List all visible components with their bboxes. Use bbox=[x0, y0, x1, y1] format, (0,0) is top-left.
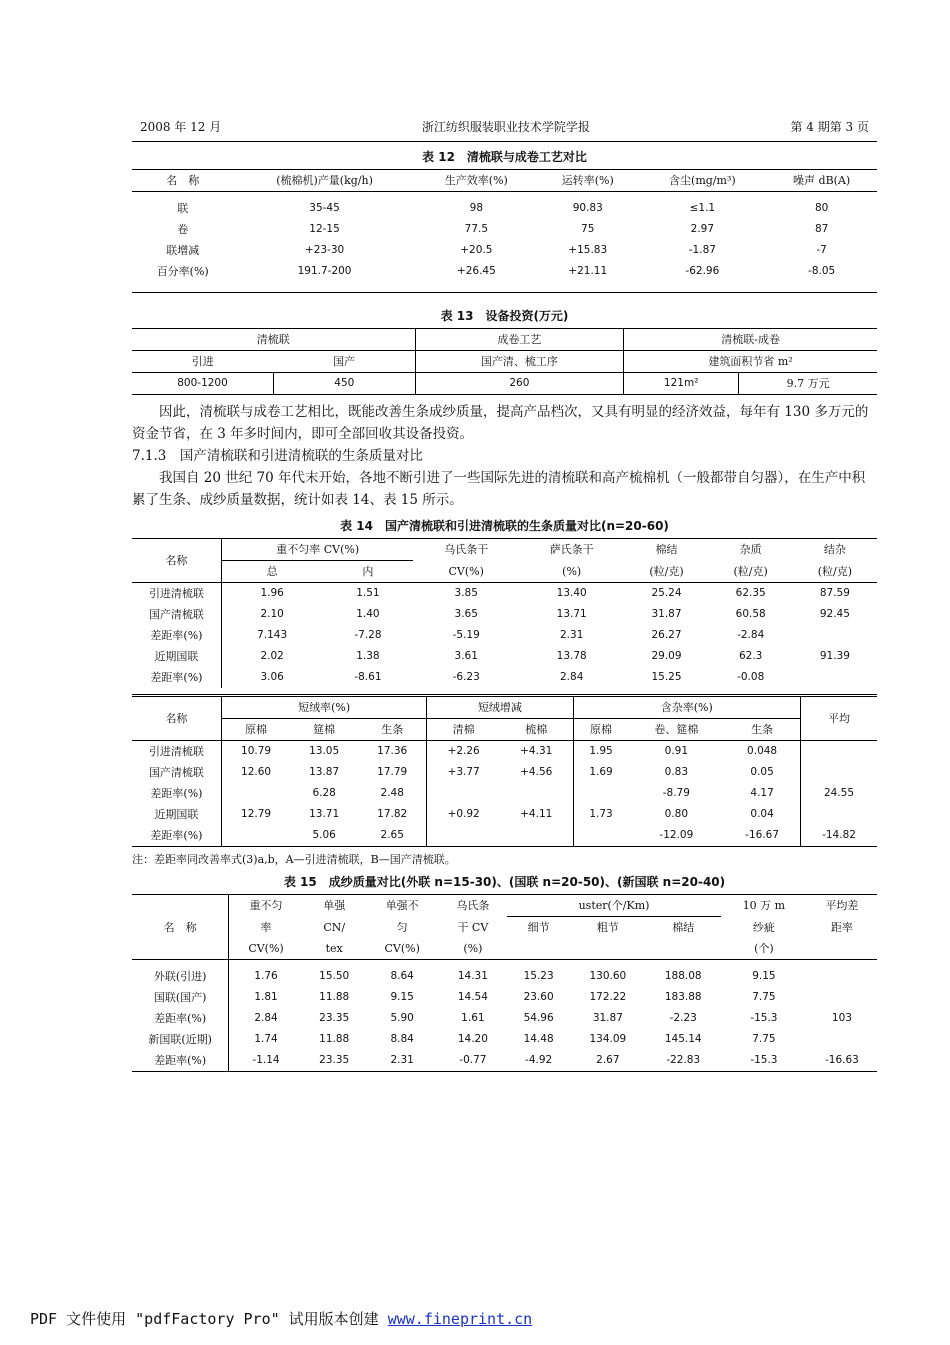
table-row bbox=[132, 1050, 877, 1072]
header-cell: tex bbox=[303, 938, 366, 960]
header-cell: 名称 bbox=[132, 696, 221, 741]
cell: 1.38 bbox=[356, 650, 380, 662]
cell bbox=[807, 966, 877, 987]
cell: 2.02 bbox=[260, 650, 284, 662]
header-cell: 粗节 bbox=[596, 921, 619, 934]
header-cell: 梳棉 bbox=[500, 719, 573, 741]
row-label: 国产清梳联 bbox=[132, 762, 221, 783]
cell: 14.31 bbox=[457, 970, 488, 982]
cell: +4.11 bbox=[500, 804, 573, 825]
cell: 800-1200 bbox=[132, 373, 274, 395]
paragraph-1: 因此，清梳联与成卷工艺相比，既能改善生条成纱质量，提高产品档次，又具有明显的经济效益，每年有 130 多万元的资金节省，在 3 年多时间内，即可全部回收其设备投资。 bbox=[132, 404, 869, 442]
cell: -62.96 bbox=[685, 265, 720, 277]
cell: 3.85 bbox=[454, 587, 478, 599]
header-cell: 生条 bbox=[724, 719, 800, 741]
cell: 0.04 bbox=[724, 804, 800, 825]
cell: -0.77 bbox=[439, 1050, 507, 1072]
header-cell: 内 bbox=[322, 561, 413, 583]
table-row bbox=[132, 1029, 877, 1050]
cell: -22.83 bbox=[646, 1050, 721, 1072]
header-cell: 生产效率(%) bbox=[416, 170, 537, 192]
cell: 26.27 bbox=[651, 629, 682, 641]
header-cell: (%) bbox=[439, 938, 507, 960]
row-label: 联 bbox=[177, 202, 189, 215]
table-15-caption: 表 15 成纱质量对比(外联 n=15-30)、(国联 n=20-50)、(新国联 n=20-40) bbox=[283, 875, 726, 889]
cell: 188.08 bbox=[664, 970, 702, 982]
cell: 1.76 bbox=[254, 970, 278, 982]
header-cell: (%) bbox=[519, 561, 624, 583]
footer-text: PDF 文件使用 "pdfFactory Pro" 试用版本创建 bbox=[30, 1310, 388, 1328]
table-row bbox=[132, 219, 877, 240]
cell: 2.84 bbox=[254, 1012, 278, 1024]
cell: 1.95 bbox=[589, 745, 613, 757]
cell: 12.79 bbox=[241, 808, 272, 820]
cell: 23.35 bbox=[319, 1012, 350, 1024]
cell bbox=[807, 1029, 877, 1050]
cell: 3.61 bbox=[454, 650, 478, 662]
cell: 77.5 bbox=[464, 223, 489, 235]
cell: 92.45 bbox=[819, 608, 850, 620]
cell: 2.67 bbox=[570, 1050, 645, 1072]
cell: -2.84 bbox=[737, 629, 765, 641]
cell: 1.69 bbox=[589, 766, 613, 778]
table-row bbox=[132, 804, 877, 825]
header-cell: 噪声 dB(A) bbox=[766, 170, 877, 192]
table-row bbox=[132, 198, 877, 219]
header-cell: 成卷工艺 bbox=[415, 329, 624, 351]
cell bbox=[801, 741, 877, 763]
page bbox=[132, 118, 877, 1072]
cell: 260 bbox=[415, 373, 624, 395]
cell: -8.79 bbox=[662, 787, 690, 799]
cell: 0.80 bbox=[664, 808, 689, 820]
cell: 75 bbox=[581, 223, 595, 235]
header-cell: (粒/克) bbox=[793, 561, 877, 583]
cell: +26.45 bbox=[456, 265, 496, 277]
row-label: 近期国联 bbox=[132, 804, 221, 825]
cell: 54.96 bbox=[523, 1012, 554, 1024]
cell: ≤1.1 bbox=[689, 202, 716, 214]
header-cell: 含尘(mg/m³) bbox=[638, 170, 766, 192]
cell: 9.7 万元 bbox=[739, 373, 877, 395]
cell bbox=[573, 825, 629, 847]
cell: -7.28 bbox=[354, 629, 382, 641]
header-cell: CV(%) bbox=[413, 561, 518, 583]
cell: 1.81 bbox=[254, 991, 278, 1003]
table-14a bbox=[132, 538, 877, 688]
cell bbox=[221, 783, 290, 804]
cell: 31.87 bbox=[592, 1012, 623, 1024]
cell: +21.11 bbox=[568, 265, 608, 277]
row-label: 差距率(%) bbox=[132, 1008, 229, 1029]
header-cell: 建筑面积节省 m² bbox=[624, 351, 877, 373]
header-cell: 距率 bbox=[830, 920, 853, 934]
running-header bbox=[132, 118, 877, 142]
row-label: 差距率(%) bbox=[132, 625, 221, 646]
table-row bbox=[132, 762, 877, 783]
cell: 23.60 bbox=[523, 991, 554, 1003]
cell: 450 bbox=[274, 373, 416, 395]
table-12 bbox=[132, 169, 877, 293]
cell: 1.51 bbox=[356, 587, 380, 599]
cell: 10.79 bbox=[241, 745, 272, 757]
cell: 5.90 bbox=[390, 1012, 414, 1024]
header-journal: 浙江纺织服装职业技术学院学报 bbox=[421, 120, 590, 134]
cell: 1.61 bbox=[461, 1012, 485, 1024]
header-cell: 细节 bbox=[527, 921, 550, 934]
row-label: 差距率(%) bbox=[132, 825, 221, 847]
cell: -1.14 bbox=[229, 1050, 303, 1072]
table-row bbox=[132, 373, 877, 395]
table-14-note: 注：差距率同改善率式(3)a,b，A—引进清梳联，B—国产清梳联。 bbox=[132, 853, 456, 866]
cell: 91.39 bbox=[819, 650, 850, 662]
cell: 80 bbox=[814, 202, 829, 214]
header-cell: 单强不 bbox=[366, 895, 439, 917]
header-cell: 杂质 bbox=[709, 539, 793, 561]
cell bbox=[500, 783, 573, 804]
header-cell: (个) bbox=[721, 938, 807, 960]
table-row bbox=[132, 1008, 877, 1029]
header-cell: 平均差 bbox=[807, 895, 877, 917]
cell: 2.65 bbox=[358, 825, 427, 847]
row-label: 差距率(%) bbox=[132, 667, 221, 688]
cell: -16.63 bbox=[807, 1050, 877, 1072]
cell: 145.14 bbox=[664, 1033, 702, 1045]
cell: 2.10 bbox=[260, 608, 284, 620]
cell: 7.75 bbox=[752, 1033, 776, 1045]
cell: -15.3 bbox=[750, 1012, 778, 1024]
cell: 9.15 bbox=[752, 970, 776, 982]
table-row bbox=[132, 825, 877, 847]
header-cell: uster(个/Km) bbox=[507, 895, 721, 917]
cell: +4.56 bbox=[500, 762, 573, 783]
cell: +0.92 bbox=[447, 808, 480, 820]
row-label: 近期国联 bbox=[132, 646, 221, 667]
cell: +20.5 bbox=[460, 244, 493, 256]
cell: 87 bbox=[814, 223, 829, 235]
cell: -8.05 bbox=[808, 265, 836, 277]
cell: 13.71 bbox=[309, 808, 340, 820]
table-13 bbox=[132, 328, 877, 395]
cell: 6.28 bbox=[312, 787, 336, 799]
table-row bbox=[132, 240, 877, 261]
cell: 17.82 bbox=[358, 804, 427, 825]
cell bbox=[801, 762, 877, 783]
header-cell: 乌氏条 bbox=[439, 895, 507, 917]
header-cell: 棉结 bbox=[672, 921, 695, 934]
cell: 130.60 bbox=[589, 970, 627, 982]
header-cell: 重不匀率 CV(%) bbox=[221, 539, 413, 561]
header-cell: CV(%) bbox=[366, 938, 439, 960]
cell: 23.35 bbox=[303, 1050, 366, 1072]
header-cell: 短绒率(%) bbox=[221, 696, 426, 719]
header-cell: 单强 bbox=[303, 895, 366, 917]
table-12-caption: 表 12 清梳联与成卷工艺对比 bbox=[422, 150, 587, 164]
cell: 11.88 bbox=[319, 991, 350, 1003]
cell: 87.59 bbox=[819, 587, 850, 599]
header-cell: 清梳联 bbox=[132, 329, 415, 351]
cell bbox=[793, 625, 877, 646]
cell: -6.23 bbox=[452, 671, 480, 683]
cell: 2.97 bbox=[690, 223, 715, 235]
cell: 13.71 bbox=[556, 608, 587, 620]
cell bbox=[573, 783, 629, 804]
row-label: 联增减 bbox=[166, 244, 200, 257]
table-14b bbox=[132, 694, 877, 847]
cell: +3.77 bbox=[447, 766, 480, 778]
header-cell: 生条 bbox=[358, 719, 427, 741]
header-cell: 平均 bbox=[801, 696, 877, 741]
cell: -7 bbox=[816, 244, 827, 256]
header-cell: 萨氏条干 bbox=[519, 539, 624, 561]
header-cell: 重不匀 bbox=[229, 895, 303, 917]
cell: 0.83 bbox=[664, 766, 689, 778]
cell: -0.08 bbox=[737, 671, 765, 683]
cell: -14.82 bbox=[801, 825, 877, 847]
header-cell: 国产 bbox=[274, 351, 416, 373]
header-issue: 第 4 期第 3 页 bbox=[790, 120, 869, 134]
row-label: 引进清梳联 bbox=[132, 741, 221, 763]
cell: 15.23 bbox=[523, 970, 554, 982]
cell: 0.05 bbox=[724, 762, 800, 783]
header-cell: CV(%) bbox=[229, 938, 303, 960]
cell: -4.92 bbox=[507, 1050, 570, 1072]
cell bbox=[807, 987, 877, 1008]
cell: 2.48 bbox=[358, 783, 427, 804]
cell: +15.83 bbox=[568, 244, 608, 256]
cell bbox=[427, 783, 500, 804]
cell: 35-45 bbox=[309, 202, 340, 214]
header-cell: 原棉 bbox=[221, 719, 290, 741]
cell: 12.60 bbox=[241, 766, 272, 778]
header-cell: 含杂率(%) bbox=[573, 696, 801, 719]
header-cell: 10 万 m bbox=[721, 895, 807, 917]
header-cell: 短绒增减 bbox=[427, 696, 573, 719]
paragraph-2: 我国自 20 世纪 70 年代末开始，各地不断引进了一些国际先进的清梳联和高产梳棉机（一般都带自匀器），在生产中积累了生条、成纱质量数据，统计如表 14、表 15 所示。 bbox=[132, 470, 866, 508]
header-cell: 乌氏条干 bbox=[413, 539, 518, 561]
cell: +23-30 bbox=[304, 244, 345, 256]
row-label: 国产清梳联 bbox=[132, 604, 221, 625]
cell: 15.50 bbox=[319, 970, 350, 982]
cell: 4.17 bbox=[724, 783, 800, 804]
cell bbox=[793, 667, 877, 688]
cell: 60.58 bbox=[735, 608, 766, 620]
table-row bbox=[132, 604, 877, 625]
header-cell: 总 bbox=[221, 561, 322, 583]
cell: 13.87 bbox=[309, 766, 340, 778]
cell: 25.24 bbox=[651, 587, 682, 599]
cell: -16.67 bbox=[724, 825, 800, 847]
row-label: 引进清梳联 bbox=[132, 583, 221, 605]
header-cell: 名称 bbox=[132, 539, 221, 583]
row-label: 差距率(%) bbox=[132, 1050, 229, 1072]
row-label: 国联(国产) bbox=[132, 987, 229, 1008]
cell: 183.88 bbox=[664, 991, 702, 1003]
table-row bbox=[132, 261, 877, 282]
table-row bbox=[132, 646, 877, 667]
cell: 13.05 bbox=[309, 745, 340, 757]
cell: 134.09 bbox=[589, 1033, 627, 1045]
cell: -15.3 bbox=[721, 1050, 807, 1072]
cell: -5.19 bbox=[452, 629, 480, 641]
header-cell: 引进 bbox=[132, 351, 274, 373]
table-row bbox=[132, 783, 877, 804]
header-cell: (梳棉机)产量(kg/h) bbox=[233, 170, 415, 192]
cell: 90.83 bbox=[572, 202, 603, 214]
header-cell: 干 CV bbox=[457, 920, 489, 934]
cell: 13.78 bbox=[556, 650, 587, 662]
table-row bbox=[132, 667, 877, 688]
cell: 3.06 bbox=[260, 671, 284, 683]
header-cell: 运转率(%) bbox=[537, 170, 638, 192]
cell: 9.15 bbox=[390, 991, 414, 1003]
row-label: 新国联(近期) bbox=[132, 1029, 229, 1050]
cell bbox=[500, 825, 573, 847]
header-cell: 棉结 bbox=[624, 539, 708, 561]
cell: 62.35 bbox=[735, 587, 766, 599]
cell: 3.65 bbox=[454, 608, 478, 620]
table-row bbox=[132, 625, 877, 646]
cell: +2.26 bbox=[447, 745, 480, 757]
table-14-caption: 表 14 国产清梳联和引进清梳联的生条质量对比(n=20-60) bbox=[340, 519, 669, 533]
header-cell: 名 称 bbox=[132, 895, 229, 960]
cell: 17.36 bbox=[358, 741, 427, 763]
cell: 1.73 bbox=[589, 808, 613, 820]
cell: 121m² bbox=[624, 373, 739, 395]
cell: 14.20 bbox=[457, 1033, 488, 1045]
pdf-footer bbox=[30, 1308, 532, 1329]
table-row bbox=[132, 741, 877, 763]
table-row bbox=[132, 966, 877, 987]
row-label: 百分率(%) bbox=[156, 265, 209, 278]
cell: 0.048 bbox=[724, 741, 800, 763]
cell: 14.48 bbox=[523, 1033, 554, 1045]
header-cell: 卷、筵棉 bbox=[629, 719, 725, 741]
header-cell: 名 称 bbox=[132, 170, 233, 192]
cell: 8.64 bbox=[390, 970, 414, 982]
row-label: 差距率(%) bbox=[132, 783, 221, 804]
cell: 7.75 bbox=[752, 991, 776, 1003]
row-label: 卷 bbox=[177, 223, 189, 236]
cell: 1.96 bbox=[260, 587, 284, 599]
header-cell: 清棉 bbox=[427, 719, 500, 741]
cell: 62.3 bbox=[738, 650, 763, 662]
cell bbox=[221, 825, 290, 847]
cell: -12.09 bbox=[629, 825, 725, 847]
header-cell: 匀 bbox=[396, 920, 408, 934]
cell: -8.61 bbox=[354, 671, 382, 683]
header-date: 2008 年 12 月 bbox=[140, 120, 222, 134]
cell bbox=[801, 804, 877, 825]
cell: 2.31 bbox=[366, 1050, 439, 1072]
header-cell: 清梳联-成卷 bbox=[624, 329, 877, 351]
cell: 1.40 bbox=[356, 608, 380, 620]
cell: -2.23 bbox=[669, 1012, 697, 1024]
section-heading: 7.1.3 国产清梳联和引进清梳联的生条质量对比 bbox=[132, 448, 423, 464]
cell: 17.79 bbox=[358, 762, 427, 783]
footer-link[interactable]: www.fineprint.cn bbox=[387, 1310, 533, 1328]
header-cell: (粒/克) bbox=[709, 561, 793, 583]
header-cell: 率 bbox=[260, 920, 272, 934]
header-cell: 筵棉 bbox=[290, 719, 358, 741]
cell: 2.31 bbox=[560, 629, 584, 641]
cell: 1.74 bbox=[254, 1033, 278, 1045]
table-13-caption: 表 13 设备投资(万元) bbox=[440, 309, 569, 323]
table-row bbox=[132, 583, 877, 605]
cell: 5.06 bbox=[290, 825, 358, 847]
cell: 29.09 bbox=[651, 650, 682, 662]
cell: 0.91 bbox=[664, 745, 689, 757]
cell: 8.84 bbox=[390, 1033, 414, 1045]
cell: 13.40 bbox=[556, 587, 587, 599]
header-cell: (粒/克) bbox=[624, 561, 708, 583]
cell: 31.87 bbox=[651, 608, 682, 620]
cell: 15.25 bbox=[651, 671, 682, 683]
cell bbox=[427, 825, 500, 847]
cell: -1.87 bbox=[688, 244, 716, 256]
header-cell: 纱疵 bbox=[752, 920, 775, 934]
cell: 2.84 bbox=[560, 671, 584, 683]
cell: 172.22 bbox=[589, 991, 627, 1003]
header-cell: 国产清、梳工序 bbox=[415, 351, 624, 373]
cell: 191.7-200 bbox=[297, 265, 352, 277]
header-cell: 原棉 bbox=[573, 719, 629, 741]
table-row bbox=[132, 987, 877, 1008]
cell: 12-15 bbox=[309, 223, 340, 235]
row-label: 外联(引进) bbox=[132, 966, 229, 987]
cell: 11.88 bbox=[319, 1033, 350, 1045]
cell: 14.54 bbox=[457, 991, 488, 1003]
cell: 24.55 bbox=[823, 787, 855, 799]
cell: 7.143 bbox=[257, 629, 288, 641]
cell: +4.31 bbox=[500, 741, 573, 763]
header-cell: CN/ bbox=[323, 920, 346, 934]
cell: 103 bbox=[831, 1012, 852, 1024]
cell: 98 bbox=[469, 202, 484, 214]
table-15 bbox=[132, 894, 877, 1072]
header-cell: 结杂 bbox=[793, 539, 877, 561]
